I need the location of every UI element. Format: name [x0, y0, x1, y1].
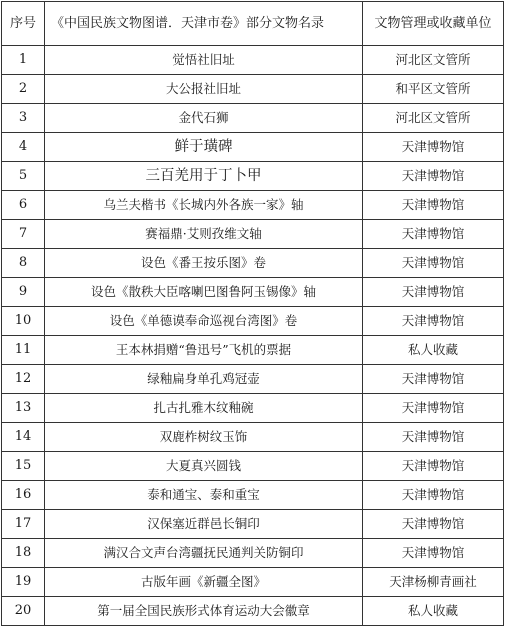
cell-relic-name: 泰和通宝、泰和重宝: [45, 481, 363, 510]
cell-custodian-unit: 天津博物馆: [363, 278, 504, 307]
cell-relic-name: 金代石狮: [45, 104, 363, 133]
cell-relic-name: 觉悟社旧址: [45, 46, 363, 75]
cell-custodian-unit: 和平区文管所: [363, 75, 504, 104]
cell-relic-name: 王本林捐赠“鲁迅号”飞机的票据: [45, 336, 363, 365]
table-row: [2, 481, 504, 510]
table-row: [2, 75, 504, 104]
header-custodian-unit: 文物管理或收藏单位: [363, 2, 504, 46]
cell-custodian-unit: 天津博物馆: [363, 510, 504, 539]
table-row: [2, 452, 504, 481]
cell-custodian-unit: 天津博物馆: [363, 394, 504, 423]
cell-custodian-unit: 天津博物馆: [363, 249, 504, 278]
cell-custodian-unit: 河北区文管所: [363, 104, 504, 133]
cell-custodian-unit: 天津博物馆: [363, 452, 504, 481]
cell-relic-name: 古版年画《新疆全图》: [45, 568, 363, 597]
cell-custodian-unit: 天津博物馆: [363, 220, 504, 249]
cell-serial-number: 1: [2, 46, 45, 75]
cell-serial-number: 14: [2, 423, 45, 452]
table-row: [2, 307, 504, 336]
cell-serial-number: 2: [2, 75, 45, 104]
table-row: [2, 365, 504, 394]
cell-custodian-unit: 天津博物馆: [363, 423, 504, 452]
cell-relic-name: 设色《番王按乐图》卷: [45, 249, 363, 278]
table-row: [2, 220, 504, 249]
cell-custodian-unit: 河北区文管所: [363, 46, 504, 75]
table-row: [2, 568, 504, 597]
table-row: [2, 46, 504, 75]
table-row: [2, 133, 504, 162]
cell-relic-name: 大夏真兴圆钱: [45, 452, 363, 481]
cell-serial-number: 4: [2, 133, 45, 162]
cell-serial-number: 3: [2, 104, 45, 133]
table-row: [2, 336, 504, 365]
cell-serial-number: 17: [2, 510, 45, 539]
cell-relic-name: 设色《散秩大臣喀喇巴图鲁阿玉锡像》轴: [45, 278, 363, 307]
table-header-row: [2, 2, 504, 46]
table-row: [2, 423, 504, 452]
table-row: [2, 394, 504, 423]
cell-relic-name: 绿釉扁身单孔鸡冠壶: [45, 365, 363, 394]
cell-relic-name: 三百羌用于丁卜甲: [45, 162, 363, 191]
cell-serial-number: 9: [2, 278, 45, 307]
table-row: [2, 162, 504, 191]
cell-relic-name: 设色《单德谟奉命巡视台湾图》卷: [45, 307, 363, 336]
cell-serial-number: 18: [2, 539, 45, 568]
cell-custodian-unit: 私人收藏: [363, 597, 504, 626]
cell-custodian-unit: 天津博物馆: [363, 365, 504, 394]
cell-relic-name: 扎古扎雅木纹釉碗: [45, 394, 363, 423]
table-row: [2, 539, 504, 568]
cell-custodian-unit: 天津博物馆: [363, 133, 504, 162]
cell-serial-number: 12: [2, 365, 45, 394]
cell-custodian-unit: 天津博物馆: [363, 162, 504, 191]
cell-custodian-unit: 天津博物馆: [363, 481, 504, 510]
cell-serial-number: 10: [2, 307, 45, 336]
cell-relic-name: 大公报社旧址: [45, 75, 363, 104]
cell-custodian-unit: 天津博物馆: [363, 307, 504, 336]
cell-serial-number: 11: [2, 336, 45, 365]
cell-serial-number: 13: [2, 394, 45, 423]
cell-serial-number: 19: [2, 568, 45, 597]
cell-custodian-unit: 天津博物馆: [363, 191, 504, 220]
cell-serial-number: 8: [2, 249, 45, 278]
cell-relic-name: 赛福鼎·艾则孜维文轴: [45, 220, 363, 249]
cell-custodian-unit: 私人收藏: [363, 336, 504, 365]
table-row: [2, 597, 504, 626]
cell-relic-name: 乌兰夫楷书《长城内外各族一家》轴: [45, 191, 363, 220]
cell-serial-number: 16: [2, 481, 45, 510]
table-row: [2, 104, 504, 133]
table-row: [2, 278, 504, 307]
table-row: [2, 191, 504, 220]
relic-table: [1, 1, 504, 626]
cell-serial-number: 5: [2, 162, 45, 191]
cell-serial-number: 6: [2, 191, 45, 220]
cell-serial-number: 20: [2, 597, 45, 626]
header-serial-number: 序号: [2, 2, 45, 46]
cell-serial-number: 15: [2, 452, 45, 481]
header-relic-name: 《中国民族文物图谱．天津市卷》部分文物名录: [45, 2, 363, 46]
cell-relic-name: 鲜于璜碑: [45, 133, 363, 162]
cell-relic-name: 双鹿柞树纹玉饰: [45, 423, 363, 452]
table-row: [2, 249, 504, 278]
cell-relic-name: 汉保塞近群邑长铜印: [45, 510, 363, 539]
cell-custodian-unit: 天津杨柳青画社: [363, 568, 504, 597]
cell-relic-name: 第一届全国民族形式体育运动大会徽章: [45, 597, 363, 626]
cell-serial-number: 7: [2, 220, 45, 249]
cell-relic-name: 满汉合文声台湾疆抚民通判关防铜印: [45, 539, 363, 568]
cell-custodian-unit: 天津博物馆: [363, 539, 504, 568]
table-row: [2, 510, 504, 539]
